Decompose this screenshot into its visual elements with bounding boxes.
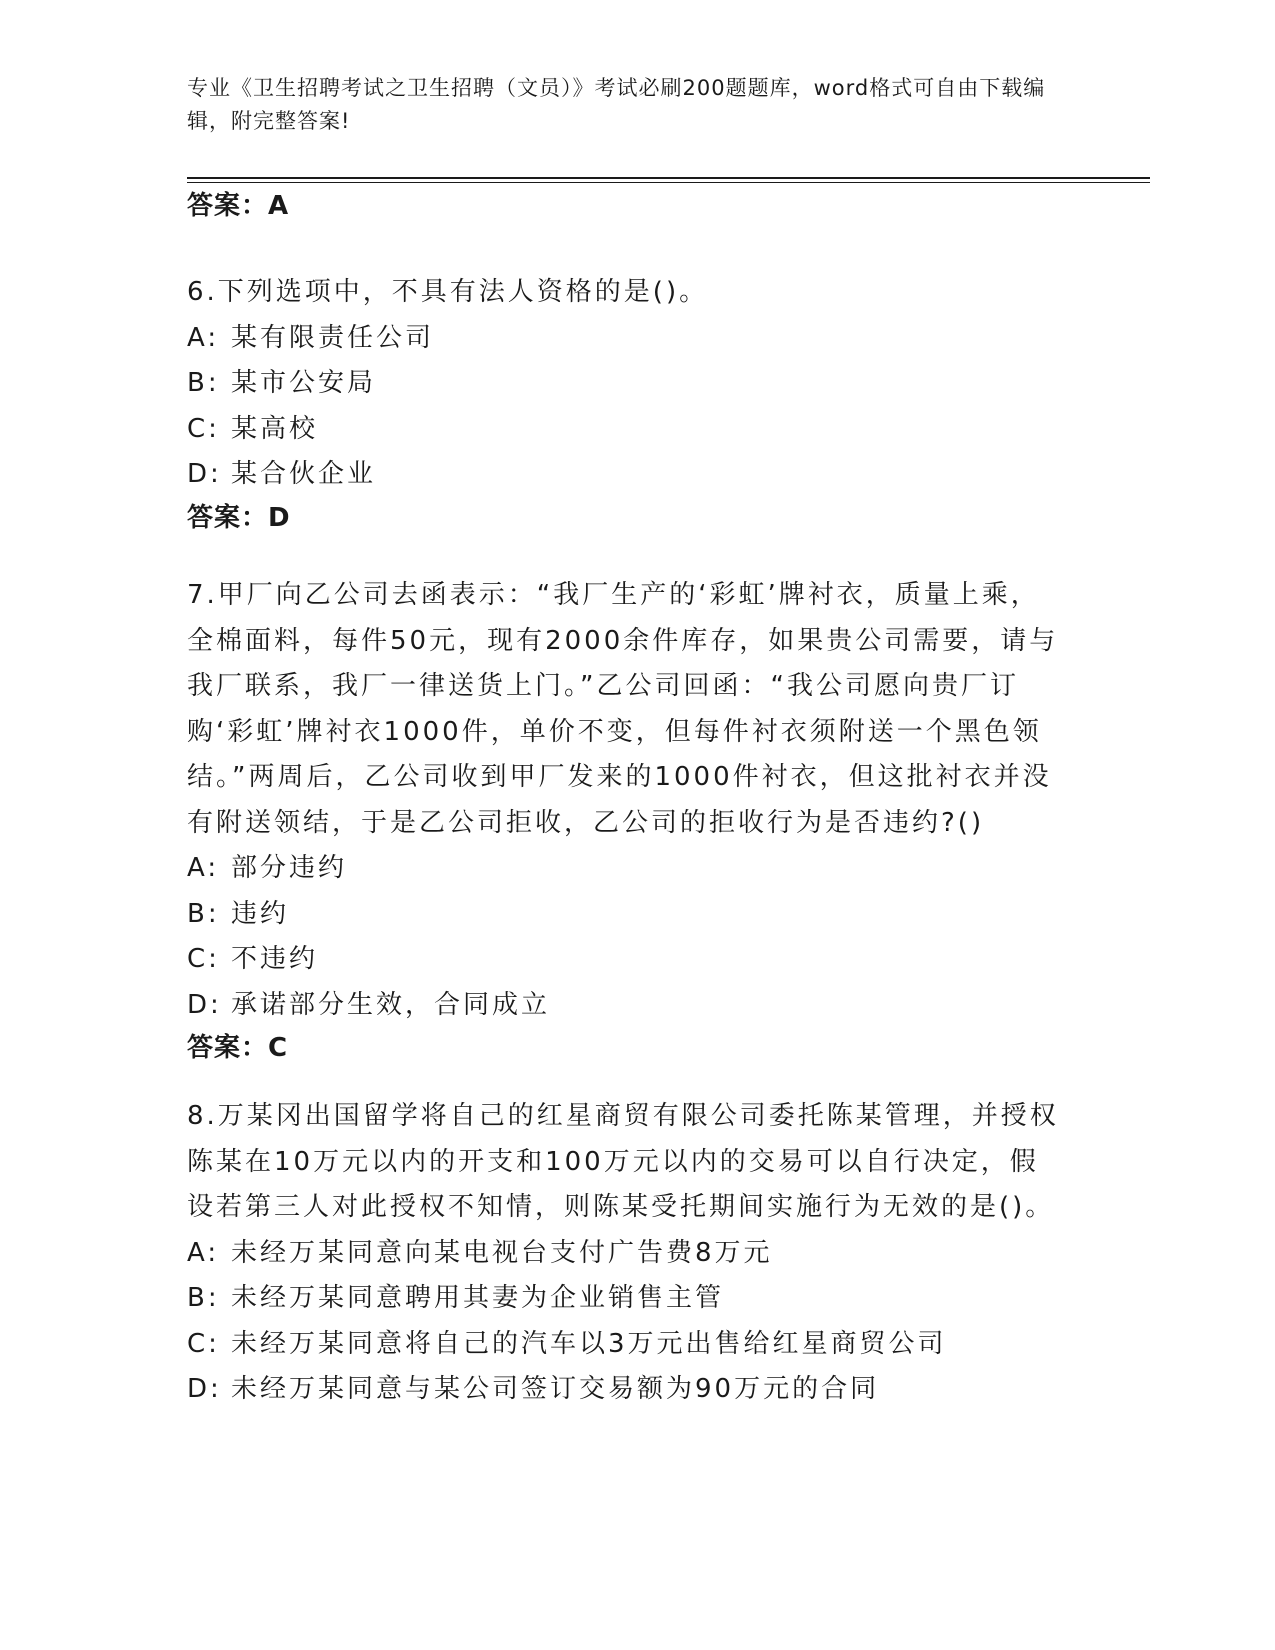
- answer-label: 答案：A: [187, 191, 290, 221]
- option-text: 某合伙企业: [231, 459, 377, 489]
- option-a: [187, 316, 1087, 362]
- option-key: D:: [187, 1374, 222, 1404]
- option-text: 某有限责任公司: [231, 322, 435, 353]
- option-c: [187, 407, 1087, 453]
- option-text: 未经万某同意与某公司签订交易额为90万元的合同: [231, 1374, 880, 1404]
- option-d: [187, 983, 1067, 1029]
- option-text: 未经万某同意向某电视台支付广告费8万元: [231, 1237, 773, 1268]
- option-text: 未经万某同意聘用其妻为企业销售主管: [231, 1283, 725, 1313]
- option-d: [187, 1367, 1067, 1413]
- prev-answer-block: [187, 186, 1087, 226]
- option-key: D:: [187, 989, 222, 1020]
- header-rule-thin: [187, 182, 1150, 183]
- option-key: D:: [187, 459, 222, 489]
- question-stem: 6.下列选项中，不具有法人资格的是()。: [187, 277, 709, 307]
- option-key: A:: [187, 322, 220, 353]
- option-d: [187, 452, 1087, 498]
- option-b: [187, 1276, 1067, 1322]
- option-text: 不违约: [231, 944, 319, 974]
- answer-label: 答案：C: [187, 1033, 289, 1063]
- option-key: C:: [187, 413, 220, 444]
- question-stem: 7.甲厂向乙公司去函表示：“我厂生产的‘彩虹’牌衬衣，质量上乘，全棉面料，每件50元，现有2000余件库存，如果贵公司需要，请与我厂联系，我厂一律送货上门。”乙公司回函：“我公司愿向贵厂订购‘彩虹’牌衬衣1000件，单价不变，但每件衬衣须附送一个黑色领结。”两周后，乙公司收到甲厂发来的1000件衬衣，但这批衬衣并没有附送领结，于是乙公司拒收，乙公司的拒收行为是否违约?(): [187, 580, 1059, 838]
- option-a: [187, 1231, 1067, 1277]
- option-key: B:: [187, 898, 220, 929]
- answer-label: 答案：D: [187, 502, 291, 533]
- option-c: [187, 937, 1067, 983]
- question-stem: 8.万某冈出国留学将自己的红星商贸有限公司委托陈某管理，并授权陈某在10万元以内的开支和100万元以内的交易可以自行决定，假设若第三人对此授权不知情，则陈某受托期间实施行为无效的是()。: [187, 1101, 1059, 1222]
- question-6: [187, 270, 1087, 538]
- option-key: C:: [187, 944, 220, 974]
- option-text: 某市公安局: [231, 368, 377, 398]
- option-text: 某高校: [231, 413, 319, 444]
- option-a: [187, 846, 1067, 892]
- header-rule-thick: [187, 177, 1150, 179]
- question-7: [187, 573, 1067, 1068]
- option-key: C:: [187, 1328, 220, 1359]
- option-text: 部分违约: [231, 853, 348, 883]
- option-text: 承诺部分生效，合同成立: [231, 989, 551, 1020]
- option-key: B:: [187, 1283, 220, 1313]
- option-key: A:: [187, 1237, 220, 1268]
- option-c: [187, 1322, 1067, 1368]
- option-text: 违约: [231, 898, 290, 929]
- option-b: [187, 361, 1087, 407]
- option-key: A:: [187, 853, 220, 883]
- option-b: [187, 892, 1067, 938]
- option-text: 未经万某同意将自己的汽车以3万元出售给红星商贸公司: [231, 1328, 947, 1359]
- option-key: B:: [187, 368, 220, 398]
- question-8: [187, 1094, 1067, 1413]
- page-header: 专业《卫生招聘考试之卫生招聘（文员）》考试必刷200题题库，word格式可自由下载编辑，附完整答案!: [187, 76, 1046, 133]
